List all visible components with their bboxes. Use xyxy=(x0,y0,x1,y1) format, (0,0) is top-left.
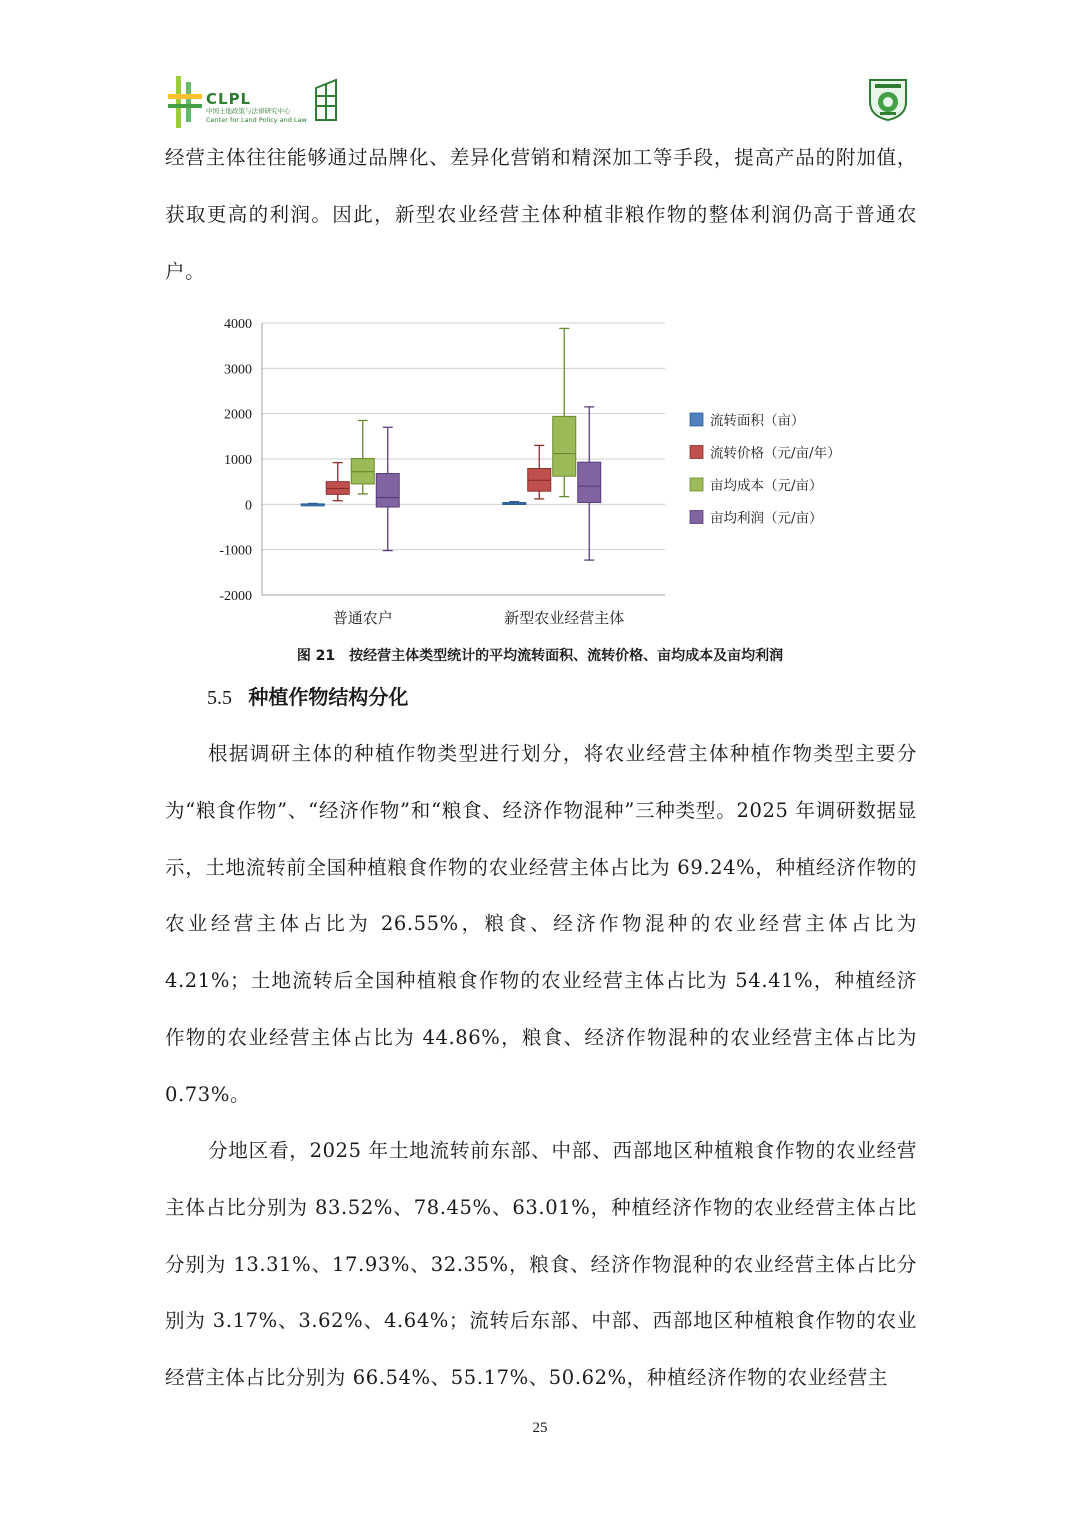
figure-caption: 图 21 按经营主体类型统计的平均流转面积、流转价格、亩均成本及亩均利润 xyxy=(296,648,784,664)
y-tick-label: -1000 xyxy=(219,543,252,559)
x-category-label: 普通农户 xyxy=(332,609,393,627)
university-seal-icon xyxy=(866,76,910,122)
legend-label: 亩均利润（元/亩） xyxy=(710,510,823,527)
y-tick-label: 4000 xyxy=(224,317,252,332)
y-tick-label: 2000 xyxy=(224,407,252,423)
y-tick-label: 0 xyxy=(245,498,252,514)
page-header xyxy=(0,0,1080,135)
y-tick-label: 1000 xyxy=(224,453,252,468)
legend-swatch xyxy=(690,478,703,491)
legend-label: 亩均成本（元/亩） xyxy=(710,478,823,494)
paragraph-top: 经营主体往往能够通过品牌化、差异化营销和精深加工等手段，提高产品的附加值，获取更高的利润。因此，新型农业经营主体种植非粮作物的整体利润仍高于普通农户。 xyxy=(165,146,917,283)
y-tick-label: -2000 xyxy=(219,589,252,604)
logo-abbreviation: CLPL xyxy=(206,90,252,108)
clpl-logo-text xyxy=(206,92,307,124)
legend-label: 流转价格（元/亩/年） xyxy=(710,445,841,462)
box-plot-chart xyxy=(190,305,890,635)
logo-english-name: Center for Land Policy and Law xyxy=(206,116,307,124)
box-body xyxy=(376,474,399,508)
paragraph-1: 根据调研主体的种植作物类型进行划分，将农业经营主体种植作物类型主要分为“粮食作物”、“经济作物”和“粮食、经济作物混种”三种类型。2025 年调研数据显示，土地流转前全国种植粮食作物的农业经营主体占比为 69.24%，种植经济作物的农业经营主体占比为 26.55%，粮食、经济作物混种的农业经营主体占比为 4.21%；土地流转后全国种植粮食作物的农业经营主体占比为 54.41%，种植经济作物的农业经营主体占比为 44.86%，粮食、经济作物混种的农业经营主体占比为 0.73%。 xyxy=(165,742,917,1106)
logo-chinese-name: 中国土地政策与法律研究中心 xyxy=(206,107,291,115)
section-heading xyxy=(207,681,408,714)
legend-label: 流转面积（亩） xyxy=(710,413,805,429)
section-number: 5.5 xyxy=(207,687,232,709)
section-title: 种植作物结构分化 xyxy=(248,685,409,709)
box-body xyxy=(553,416,576,476)
box-body xyxy=(578,462,601,502)
x-category-label: 新型农业经营主体 xyxy=(504,609,625,627)
legend-swatch xyxy=(690,446,703,459)
legend-swatch xyxy=(690,413,703,426)
paragraph-2: 分地区看，2025 年土地流转前东部、中部、西部地区种植粮食作物的农业经营主体占比分别为 83.52%、78.45%、63.01%，种植经济作物的农业经营主体占比分别为 13.31%、17.93%、32.35%，粮食、经济作物混种的农业经营主体占比分别为 3.17%、3.62%、4.64%；流转后东部、中部、西部地区种植粮食作物的农业经营主体占比分别为 66.54%、55.17%、50.62%，种植经济作物的农业经营主 xyxy=(165,1139,917,1390)
page-number: 25 xyxy=(532,1420,548,1436)
y-tick-label: 3000 xyxy=(224,362,252,378)
legend-swatch xyxy=(690,511,703,524)
